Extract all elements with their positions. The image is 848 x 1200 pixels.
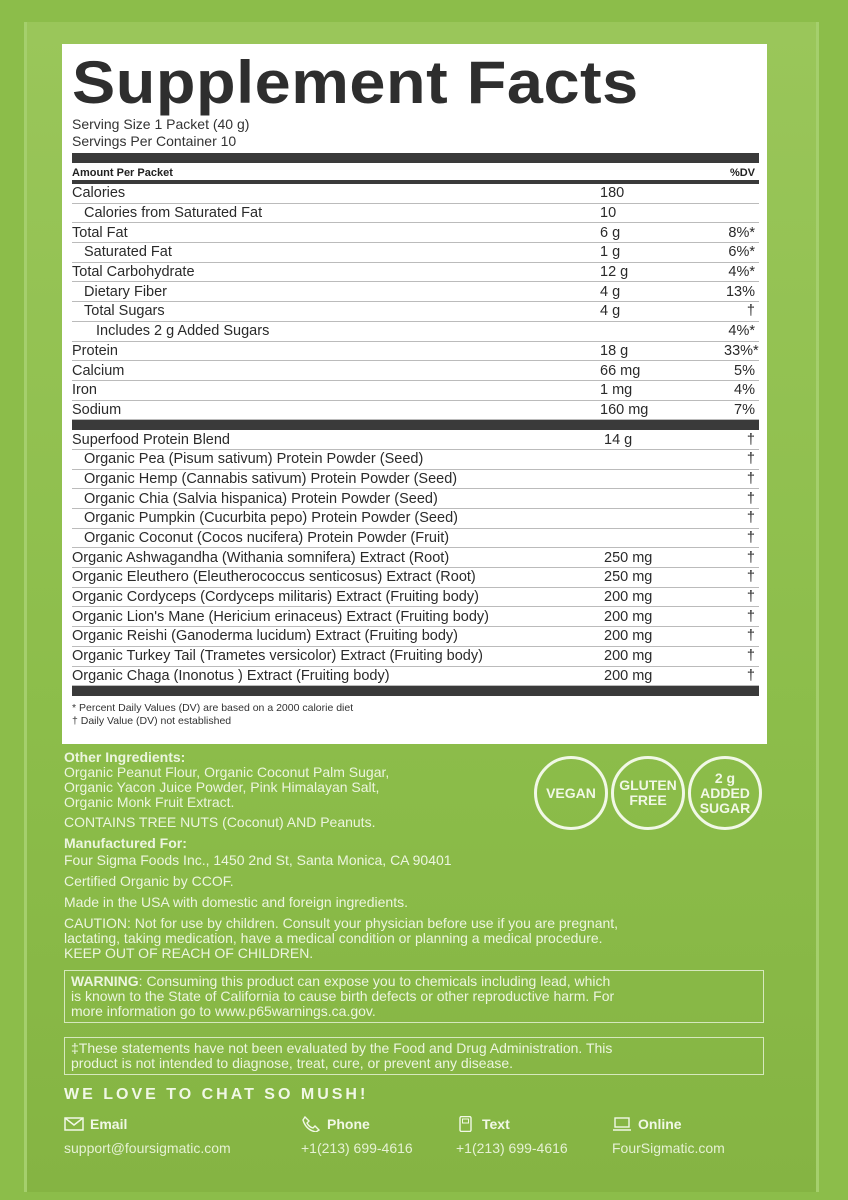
row-dv: 7% bbox=[734, 401, 755, 418]
row-dv: † bbox=[746, 510, 755, 527]
table-row bbox=[72, 430, 759, 450]
row-name: Includes 2 g Added Sugars bbox=[96, 323, 270, 340]
ingredients-line: Organic Yacon Juice Powder, Pink Himalayan Salt, bbox=[64, 779, 380, 795]
table-row bbox=[72, 489, 759, 509]
table-row bbox=[72, 627, 759, 647]
row-dv: † bbox=[746, 549, 755, 566]
row-dv: † bbox=[746, 470, 755, 487]
fda-disclaimer bbox=[64, 1037, 764, 1075]
contact-text bbox=[456, 1116, 568, 1156]
row-amount: 200 mg bbox=[604, 667, 653, 684]
row-amount: 66 mg bbox=[600, 362, 641, 379]
table-row bbox=[72, 529, 759, 549]
row-name: Protein bbox=[72, 342, 118, 359]
row-dv: † bbox=[746, 569, 755, 586]
row-name: Iron bbox=[72, 382, 97, 399]
gluten-free-badge bbox=[611, 756, 685, 830]
added-sugar-badge bbox=[688, 756, 762, 830]
row-dv: 33%* bbox=[724, 342, 759, 359]
row-amount: 1 mg bbox=[600, 382, 633, 399]
table-row bbox=[72, 204, 759, 224]
row-amount: 6 g bbox=[600, 224, 621, 241]
warning-text: is known to the State of California to cause birth defects or other reproductive harm. For bbox=[71, 988, 615, 1004]
contact-online bbox=[612, 1116, 725, 1156]
prop65-warning bbox=[64, 970, 764, 1023]
row-amount: 200 mg bbox=[604, 628, 653, 645]
warning-text: more information go to www.p65warnings.ca.gov. bbox=[71, 1003, 376, 1019]
row-name: Dietary Fiber bbox=[84, 283, 167, 300]
row-amount: 180 bbox=[600, 185, 625, 202]
warning-text: : Consuming this product can expose you to chemicals including lead, which bbox=[138, 973, 611, 989]
row-amount: 4 g bbox=[600, 283, 621, 300]
added-label: ADDED bbox=[700, 784, 750, 801]
footnote-dv: * Percent Daily Values (DV) are based on a 2000 calorie diet bbox=[72, 702, 354, 715]
certified-organic: Certified Organic by CCOF. bbox=[64, 873, 234, 889]
supplement-facts-panel bbox=[62, 44, 767, 744]
divider-thick bbox=[72, 153, 759, 163]
table-row bbox=[72, 509, 759, 529]
row-amount: 1 g bbox=[600, 244, 621, 261]
text-message-icon bbox=[456, 1116, 476, 1132]
manufacturer-info bbox=[64, 836, 618, 961]
serving-size: Serving Size 1 Packet (40 g) bbox=[72, 116, 250, 132]
table-row bbox=[72, 223, 759, 243]
amount-header: Amount Per Packet bbox=[72, 167, 173, 179]
chat-heading: WE LOVE TO CHAT SO MUSH! bbox=[64, 1086, 369, 1103]
other-ingredients bbox=[64, 750, 389, 830]
row-name: Calcium bbox=[72, 362, 125, 379]
table-row bbox=[72, 263, 759, 283]
ingredients-line: Organic Peanut Flour, Organic Coconut Palm Sugar, bbox=[64, 764, 390, 780]
row-amount: 14 g bbox=[604, 431, 633, 448]
vegan-badge bbox=[534, 756, 608, 830]
row-amount: 250 mg bbox=[604, 569, 653, 586]
row-name: Calories from Saturated Fat bbox=[84, 205, 263, 222]
sugar-amount: 2 g bbox=[714, 769, 736, 786]
caution-line: CAUTION: Not for use by children. Consult your physician before use if you are pregnant, bbox=[64, 915, 619, 931]
row-name: Organic Pea (Pisum sativum) Protein Powder (Seed) bbox=[84, 451, 424, 468]
row-name: Organic Chaga (Inonotus ) Extract (Fruiting body) bbox=[72, 667, 390, 684]
table-row bbox=[72, 282, 759, 302]
row-name: Organic Reishi (Ganoderma lucidum) Extract (Fruiting body) bbox=[72, 628, 458, 645]
divider-mid bbox=[72, 420, 759, 430]
row-name: Superfood Protein Blend bbox=[72, 431, 230, 448]
warning-label: WARNING bbox=[71, 973, 139, 989]
nutrient-list bbox=[72, 184, 759, 420]
table-row bbox=[72, 450, 759, 470]
row-name: Total Fat bbox=[72, 224, 128, 241]
allergen-statement: CONTAINS TREE NUTS (Coconut) AND Peanuts. bbox=[64, 814, 376, 830]
fda-text: ‡These statements have not been evaluated by the Food and Drug Administration. This bbox=[71, 1040, 613, 1056]
row-name: Organic Hemp (Cannabis sativum) Protein Powder (Seed) bbox=[84, 470, 458, 487]
table-row bbox=[72, 342, 759, 362]
phone-label: Phone bbox=[327, 1116, 370, 1132]
row-amount: 18 g bbox=[600, 342, 629, 359]
row-name: Organic Eleuthero (Eleutherococcus senticosus) Extract (Root) bbox=[72, 569, 476, 586]
row-dv: † bbox=[746, 608, 755, 625]
servings-per-container: Servings Per Container 10 bbox=[72, 133, 237, 149]
row-name: Total Carbohydrate bbox=[72, 264, 195, 281]
other-ingredients-heading: Other Ingredients: bbox=[64, 749, 186, 765]
row-name: Calories bbox=[72, 185, 126, 202]
row-name: Organic Chia (Salvia hispanica) Protein Powder (Seed) bbox=[84, 490, 438, 507]
row-name: Organic Cordyceps (Cordyceps militaris) Extract (Fruiting body) bbox=[72, 589, 479, 606]
row-amount: 10 bbox=[600, 205, 617, 222]
vegan-label: VEGAN bbox=[546, 784, 596, 801]
row-dv: † bbox=[746, 303, 755, 320]
row-dv: 5% bbox=[734, 362, 755, 379]
table-row bbox=[72, 588, 759, 608]
sugar-label: SUGAR bbox=[699, 799, 751, 816]
row-dv: † bbox=[746, 628, 755, 645]
row-amount: 200 mg bbox=[604, 589, 653, 606]
envelope-icon bbox=[64, 1116, 84, 1132]
text-label: Text bbox=[482, 1116, 510, 1132]
row-name: Organic Ashwagandha (Withania somnifera) Extract (Root) bbox=[72, 549, 450, 566]
row-name: Organic Pumpkin (Cucurbita pepo) Protein Powder (Seed) bbox=[84, 510, 458, 527]
table-row bbox=[72, 607, 759, 627]
dv-header: %DV bbox=[729, 167, 755, 179]
row-amount: 200 mg bbox=[604, 648, 653, 665]
table-row bbox=[72, 667, 759, 687]
row-dv: 13% bbox=[725, 283, 755, 300]
contact-phone bbox=[301, 1116, 413, 1156]
row-amount: 200 mg bbox=[604, 608, 653, 625]
email-value[interactable]: support@foursigmatic.com bbox=[64, 1140, 231, 1156]
row-amount: 4 g bbox=[600, 303, 621, 320]
row-dv: † bbox=[746, 431, 755, 448]
table-row bbox=[72, 322, 759, 342]
row-dv: 6%* bbox=[728, 244, 755, 261]
row-name: Total Sugars bbox=[84, 303, 165, 320]
row-amount: 12 g bbox=[600, 264, 629, 281]
table-row bbox=[72, 568, 759, 588]
table-row bbox=[72, 381, 759, 401]
ingredients-line: Organic Monk Fruit Extract. bbox=[64, 794, 235, 810]
table-row bbox=[72, 184, 759, 204]
table-row bbox=[72, 401, 759, 421]
row-dv: † bbox=[746, 451, 755, 468]
panel-title: Supplement Facts bbox=[72, 49, 639, 116]
table-row bbox=[72, 243, 759, 263]
row-dv: † bbox=[746, 648, 755, 665]
email-label: Email bbox=[90, 1116, 128, 1132]
caution-line: lactating, taking medication, have a medical condition or planning a medical procedure. bbox=[64, 930, 603, 946]
row-dv: 8%* bbox=[728, 224, 755, 241]
row-amount: 250 mg bbox=[604, 549, 653, 566]
table-row bbox=[72, 470, 759, 490]
contact-email bbox=[64, 1116, 231, 1156]
row-name: Saturated Fat bbox=[84, 244, 172, 261]
row-amount: 160 mg bbox=[600, 401, 649, 418]
gluten-label: GLUTEN bbox=[619, 777, 677, 793]
row-dv: † bbox=[746, 530, 755, 547]
row-name: Sodium bbox=[72, 401, 122, 418]
free-label: FREE bbox=[629, 792, 667, 808]
footnotes bbox=[72, 696, 759, 728]
row-dv: 4% bbox=[734, 382, 755, 399]
row-name: Organic Lion's Mane (Hericium erinaceus) Extract (Fruiting body) bbox=[72, 608, 489, 625]
table-row bbox=[72, 548, 759, 568]
phone-value[interactable]: +1(213) 699-4616 bbox=[301, 1140, 413, 1156]
manufactured-heading: Manufactured For: bbox=[64, 835, 187, 851]
row-name: Organic Coconut (Cocos nucifera) Protein Powder (Fruit) bbox=[84, 530, 450, 547]
fda-text: product is not intended to diagnose, treat, cure, or prevent any disease. bbox=[71, 1055, 514, 1071]
table-row bbox=[72, 361, 759, 381]
manufacturer-address: Four Sigma Foods Inc., 1450 2nd St, Santa Monica, CA 90401 bbox=[64, 852, 452, 868]
row-name: Organic Turkey Tail (Trametes versicolor) Extract (Fruiting body) bbox=[72, 648, 483, 665]
online-label: Online bbox=[638, 1116, 682, 1132]
table-row bbox=[72, 302, 759, 322]
row-dv: † bbox=[746, 589, 755, 606]
made-in-usa: Made in the USA with domestic and foreign ingredients. bbox=[64, 894, 408, 910]
footnote-dagger: † Daily Value (DV) not established bbox=[72, 715, 232, 728]
table-row bbox=[72, 647, 759, 667]
laptop-icon bbox=[612, 1116, 632, 1132]
row-dv: 4%* bbox=[728, 264, 755, 281]
table-header bbox=[72, 163, 759, 184]
row-dv: 4%* bbox=[728, 323, 755, 340]
online-value[interactable]: FourSigmatic.com bbox=[612, 1140, 725, 1156]
row-dv: † bbox=[746, 490, 755, 507]
text-value[interactable]: +1(213) 699-4616 bbox=[456, 1140, 568, 1156]
blend-list bbox=[72, 430, 759, 686]
divider-bottom bbox=[72, 686, 759, 696]
row-dv: † bbox=[746, 667, 755, 684]
phone-icon bbox=[301, 1116, 321, 1132]
caution-line: KEEP OUT OF REACH OF CHILDREN. bbox=[64, 945, 314, 961]
